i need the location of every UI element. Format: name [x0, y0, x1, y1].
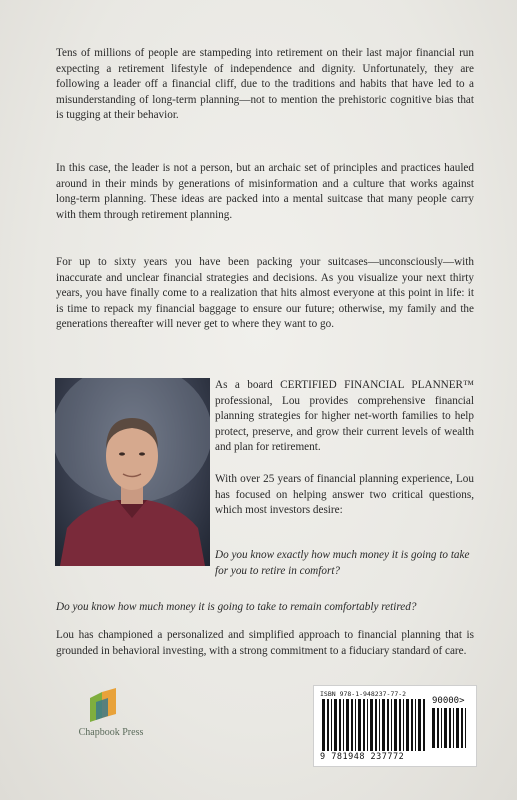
author-bio-paragraph-1: As a board CERTIFIED FINANCIAL PLANNER™ professional, Lou provides comprehensive financial planning strategies for higher net-worth families to help protect, preserve, and grow their current levels of wealth and plan for retirement.: [215, 379, 474, 454]
barcode-bar: [441, 708, 442, 748]
barcode-bar: [370, 699, 373, 751]
barcode-number: 9 781948 237772: [320, 752, 405, 762]
publisher-name: Chapbook Press: [78, 727, 144, 738]
barcode-bar: [461, 708, 463, 748]
barcode-bar: [444, 708, 447, 748]
barcode-bar: [367, 699, 368, 751]
isbn-label: ISBN 978-1-948237-77-2: [320, 690, 407, 698]
barcode-bar: [387, 699, 389, 751]
barcode-bar: [418, 699, 421, 751]
question-1: Do you know exactly how much money it is going to take for you to retire in comfort?: [215, 549, 470, 577]
barcode-bar: [334, 699, 337, 751]
author-portrait-illustration: [55, 378, 210, 566]
barcode-bar: [391, 699, 392, 751]
author-bio-paragraph-2: With over 25 years of financial planning experience, Lou has focused on helping answer two critical questions, which most investors desire:: [215, 473, 474, 517]
barcode-bar: [432, 708, 435, 748]
author-bio-closing: Lou has championed a personalized and simplified approach to financial planning that is grounded in behavioral investing, with a strong commitment to a fiduciary standard of care.: [56, 629, 474, 657]
barcode-bar: [453, 708, 454, 748]
barcode-bar: [331, 699, 332, 751]
intro-paragraph-1: Tens of millions of people are stampeding into retirement on their last major financial run expecting a retirement lifestyle of independence and dignity. Unfortunately, they are following a leader off a financial cliff, due to the traditions and habits that have led to a misunderstanding of long-term planning—not to mention the prehistoric cognitive bias that is tugging at their behavior.: [56, 47, 474, 122]
barcode-bar: [465, 708, 466, 748]
price-barcode-bars: [432, 708, 470, 748]
barcode-bar: [355, 699, 356, 751]
barcode-bar: [346, 699, 349, 751]
isbn-barcode: [313, 685, 477, 767]
barcode-bar: [379, 699, 380, 751]
barcode-bar: [358, 699, 361, 751]
barcode-bar: [449, 708, 451, 748]
barcode-bars: [322, 699, 428, 751]
barcode-bar: [456, 708, 459, 748]
question-2: Do you know how much money it is going to take to remain comfortably retired?: [56, 601, 417, 613]
barcode-bar: [415, 699, 416, 751]
price-code: 90000>: [432, 696, 465, 706]
barcode-bar: [322, 699, 325, 751]
barcode-bar: [411, 699, 413, 751]
barcode-bar: [363, 699, 365, 751]
barcode-bar: [423, 699, 425, 751]
barcode-bar: [382, 699, 385, 751]
barcode-bar: [406, 699, 409, 751]
barcode-bar: [343, 699, 344, 751]
barcode-bar: [394, 699, 397, 751]
intro-paragraph-2: In this case, the leader is not a person, but an archaic set of principles and practices hauled around in their minds by generations of misinformation and a culture that works against long-term planning. These ideas are packed into a mental suitcase that many people carry with them through retirement planning.: [56, 162, 474, 221]
barcode-bar: [399, 699, 401, 751]
intro-paragraph-3: For up to sixty years you have been packing your suitcases—unconsciously—with inaccurate and unclear financial strategies and decisions. As you visualize your next thirty years, you have finally come to a realization that hits almost everyone at this point in life: it is time to repack my financial baggage to ensure our future; otherwise, my family and the generations thereafter will never get to where they want to go.: [56, 256, 474, 331]
barcode-bar: [351, 699, 353, 751]
barcode-bar: [437, 708, 439, 748]
barcode-bar: [403, 699, 404, 751]
barcode-bar: [327, 699, 329, 751]
barcode-bar: [375, 699, 377, 751]
barcode-bar: [339, 699, 341, 751]
author-photo: [55, 378, 210, 566]
publisher-logo-icon: [88, 688, 118, 722]
